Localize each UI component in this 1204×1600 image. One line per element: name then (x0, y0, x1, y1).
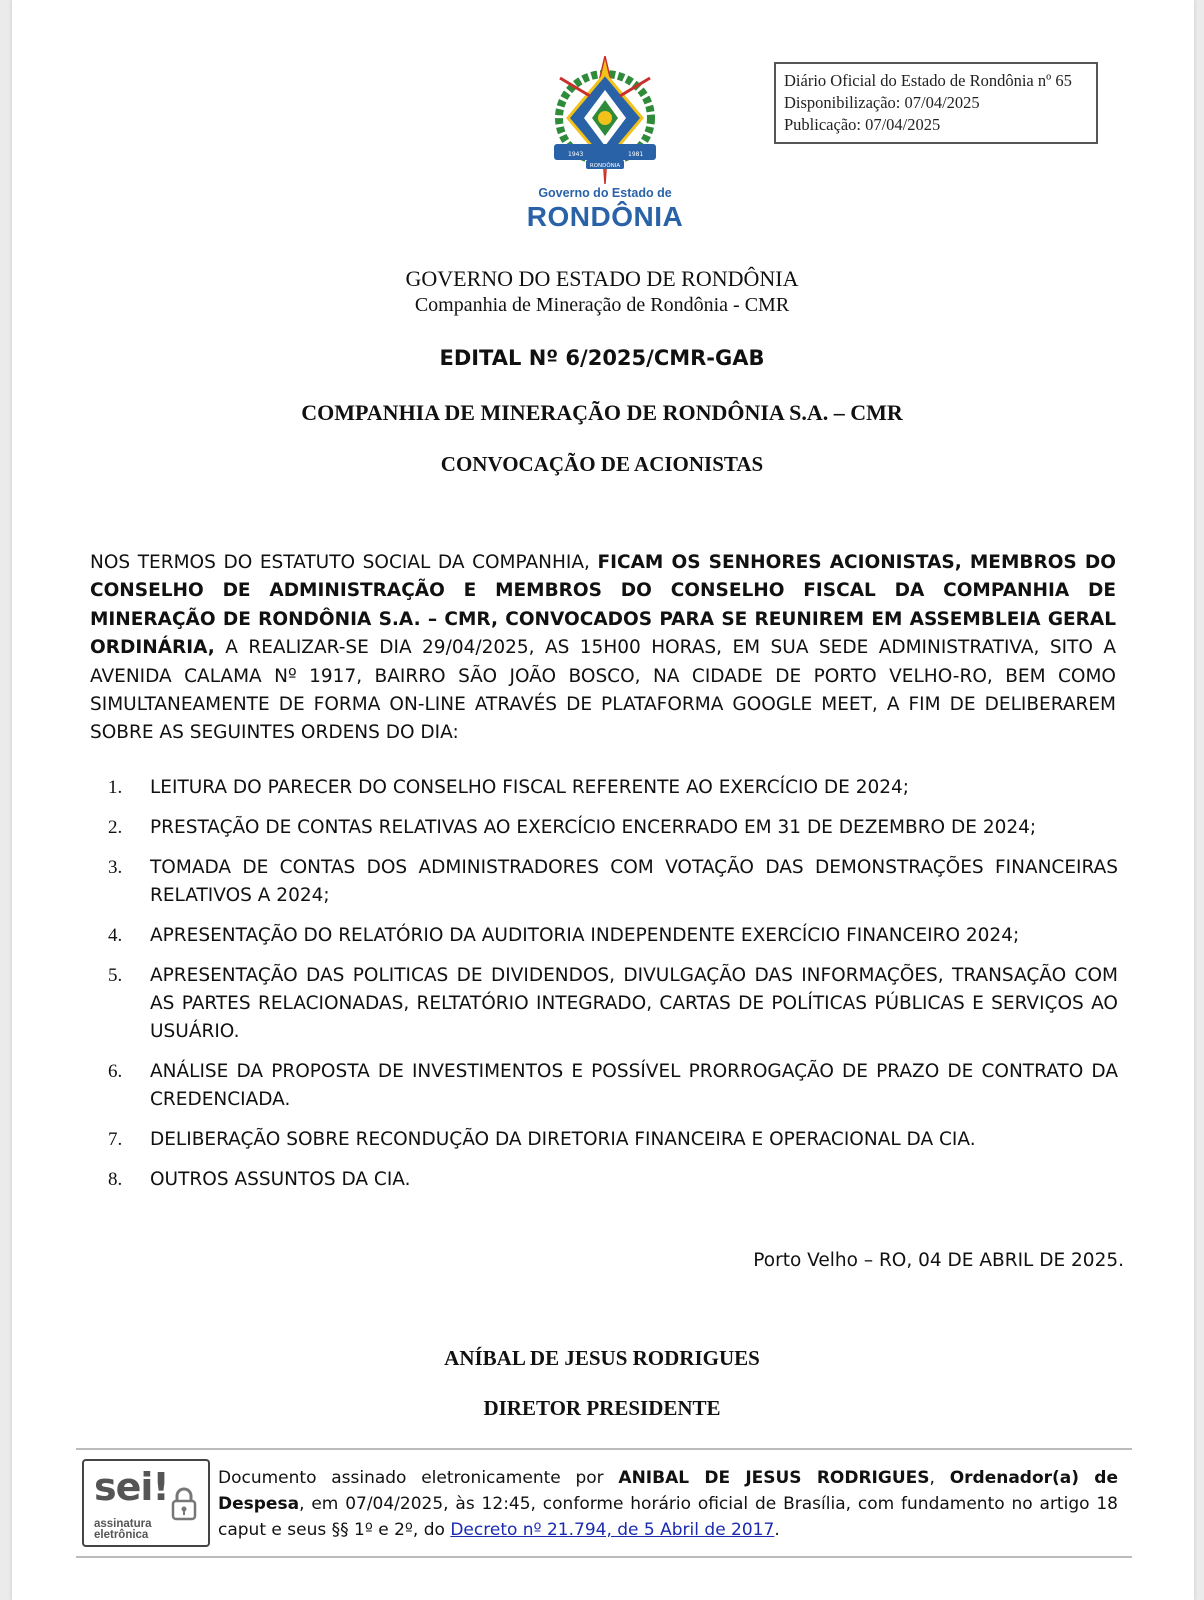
sei-subtitle (94, 1519, 152, 1541)
sei-electronic-signature-seal (82, 1459, 210, 1547)
place-and-date: Porto Velho – RO, 04 DE ABRIL DE 2025. (753, 1250, 1124, 1271)
agenda-number: 8. (108, 1169, 123, 1190)
agenda-number: 4. (108, 925, 123, 946)
company-title: COMPANHIA DE MINERAÇÃO DE RONDÔNIA S.A. – CMR (301, 400, 903, 425)
agenda-item (108, 814, 1118, 842)
paragraph-bold: FICAM OS SENHORES ACIONISTAS, MEMBROS DO CONSELHO DE ADMINISTRAÇÃO E MEMBROS DO CONSELHO FISCAL DA COMPANHIA DE MINERAÇÃO DE RONDÔNIA S.A. – CMR, CONVOCADOS PARA SE REUNIREM EM ASSEMBLEIA GERAL ORDINÁRIA, (90, 552, 1116, 659)
agenda-number: 2. (108, 817, 123, 838)
stamp-line-3: Publicação: 07/04/2025 (784, 115, 941, 134)
logo-caption-small: Governo do Estado de (538, 186, 672, 200)
sei-logo-text: sei! (94, 1465, 169, 1509)
sei-subtitle-line-1: assinatura (94, 1518, 152, 1530)
agenda-item (108, 962, 1118, 1046)
edital-number: EDITAL Nº 6/2025/CMR-GAB (439, 346, 765, 370)
agenda-number: 7. (108, 1129, 123, 1150)
notice-signer: ANIBAL DE JESUS RODRIGUES (618, 1468, 930, 1488)
logo-caption (510, 186, 700, 233)
agenda-number: 6. (108, 1061, 123, 1082)
diario-oficial-stamp (774, 62, 1098, 144)
agenda-number: 5. (108, 965, 123, 986)
agenda-text: TOMADA DE CONTAS DOS ADMINISTRADORES COM VOTAÇÃO DAS DEMONSTRAÇÕES FINANCEIRAS RELATIVOS A 2024; (150, 857, 1118, 906)
notice-text: , (929, 1468, 950, 1488)
convocation-paragraph (90, 549, 1116, 748)
agenda-number: 1. (108, 777, 123, 798)
footer-divider-bottom (76, 1556, 1132, 1558)
agenda-text: APRESENTAÇÃO DO RELATÓRIO DA AUDITORIA INDEPENDENTE EXERCÍCIO FINANCEIRO 2024; (150, 925, 1020, 946)
agenda-number: 3. (108, 857, 123, 878)
agenda-item (108, 854, 1118, 910)
emblem-ribbon-text: RONDÔNIA (589, 163, 621, 169)
sei-subtitle-line-2: eletrônica (94, 1529, 149, 1541)
document-subject: CONVOCAÇÃO DE ACIONISTAS (440, 452, 764, 476)
stamp-line-1: Diário Oficial do Estado de Rondônia nº 65 (784, 71, 1072, 90)
agenda-item (108, 1126, 1118, 1154)
government-heading: GOVERNO DO ESTADO DE RONDÔNIA (405, 266, 799, 291)
agenda-text: DELIBERAÇÃO SOBRE RECONDUÇÃO DA DIRETORIA FINANCEIRA E OPERACIONAL DA CIA. (150, 1129, 976, 1150)
agenda-text: ANÁLISE DA PROPOSTA DE INVESTIMENTOS E POSSÍVEL PRORROGAÇÃO DE PRAZO DE CONTRATO DA CREDENCIADA. (150, 1061, 1118, 1110)
agenda-item (108, 1058, 1118, 1114)
emblem-year-right: 1981 (628, 151, 644, 158)
emblem-year-left: 1943 (568, 151, 584, 158)
agenda-text: APRESENTAÇÃO DAS POLITICAS DE DIVIDENDOS, DIVULGAÇÃO DAS INFORMAÇÕES, TRANSAÇÃO COM AS PARTES RELACIONADAS, RELTATÓRIO INTEGRADO, CARTAS DE POLÍTICAS PÚBLICAS E SERVIÇOS AO USUÁRIO. (150, 965, 1118, 1042)
padlock-icon (170, 1487, 198, 1521)
agenda-list (108, 774, 1118, 1194)
agenda-text: LEITURA DO PARECER DO CONSELHO FISCAL REFERENTE AO EXERCÍCIO DE 2024; (150, 777, 910, 798)
paragraph-intro: NOS TERMOS DO ESTATUTO SOCIAL DA COMPANHIA, (90, 552, 598, 573)
agenda-item (108, 922, 1118, 950)
electronic-signature-notice (218, 1465, 1118, 1543)
agenda-item (108, 774, 1118, 802)
paragraph-rest: A REALIZAR-SE DIA 29/04/2025, AS 15H00 HORAS, EM SUA SEDE ADMINISTRATIVA, SITO A AVENIDA CALAMA Nº 1917, BAIRRO SÃO JOÃO BOSCO, NA CIDADE DE PORTO VELHO-RO, BEM COMO SIMULTANEAMENTE DE FORMA ON-LINE ATRAVÉS DE PLATAFORMA GOOGLE MEET, A FIM DE DELIBERAREM SOBRE AS SEGUINTES ORDENS DO DIA: (90, 637, 1116, 744)
signatory-title: DIRETOR PRESIDENTE (483, 1396, 721, 1420)
notice-text: . (774, 1520, 780, 1540)
agenda-item (108, 1166, 1118, 1194)
notice-role: Ordenador(a) de Despesa (218, 1468, 1119, 1514)
agenda-text: OUTROS ASSUNTOS DA CIA. (150, 1169, 411, 1190)
logo-caption-big: RONDÔNIA (526, 201, 684, 232)
agenda-text: PRESTAÇÃO DE CONTAS RELATIVAS AO EXERCÍCIO ENCERRADO EM 31 DE DEZEMBRO DE 2024; (150, 817, 1037, 838)
signatory-name: ANÍBAL DE JESUS RODRIGUES (444, 1346, 760, 1370)
stamp-line-2: Disponibilização: 07/04/2025 (784, 93, 980, 112)
notice-text: Documento assinado eletronicamente por (218, 1468, 619, 1488)
company-subheading: Companhia de Mineração de Rondônia - CMR (414, 294, 790, 316)
decree-link[interactable]: Decreto nº 21.794, de 5 Abril de 2017 (450, 1520, 775, 1540)
notice-text: , em 07/04/2025, às 12:45, conforme horário oficial de Brasília, com fundamento no artigo 18 caput e seus §§ 1º e 2º, do (218, 1494, 1118, 1540)
footer-divider-top (76, 1448, 1132, 1450)
